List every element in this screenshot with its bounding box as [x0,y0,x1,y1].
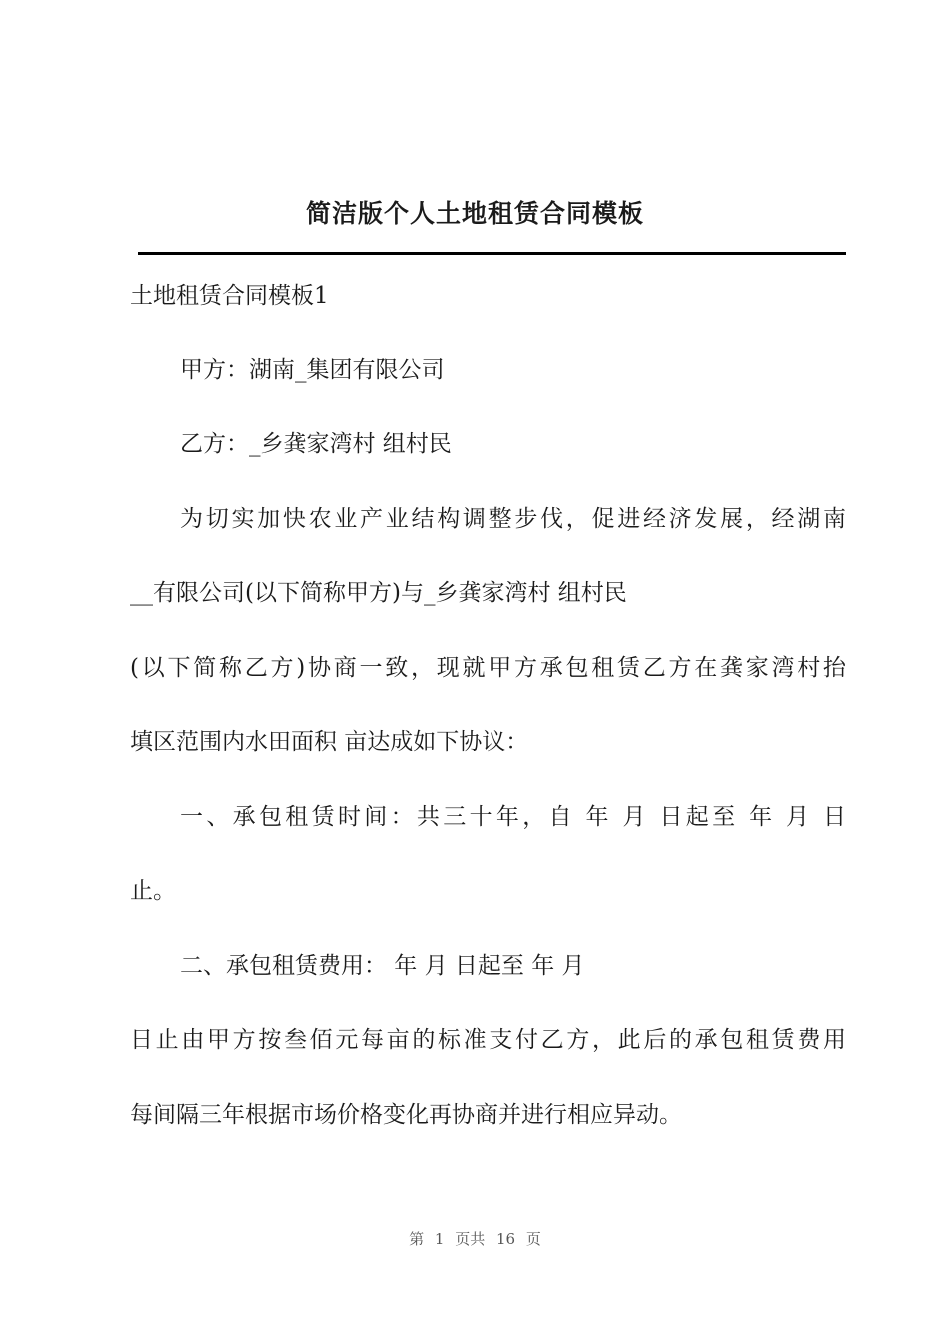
title-divider [138,252,846,255]
party-a-line: 甲方：湖南_集团有限公司 [180,357,445,383]
paragraph-line: __有限公司(以下简称甲方)与_乡龚家湾村 组村民 [130,580,627,606]
clause-line: 止。 [130,878,176,904]
paragraph-line: 填区范围内水田面积 亩达成如下协议： [130,729,529,755]
paragraph-line: 为切实加快农业产业结构调整步伐，促进经济发展，经湖南 [180,506,846,532]
section-heading: 土地租赁合同模板1 [130,283,329,309]
paragraph-line: (以下简称乙方)协商一致，现就甲方承包租赁乙方在龚家湾村抬 [130,655,846,681]
clause-line: 一、承包租赁时间：共三十年，自 年 月 日起至 年 月 日 [180,804,846,830]
document-title: 简洁版个人土地租赁合同模板 [305,199,644,228]
clause-line: 日止由甲方按叁佰元每亩的标准支付乙方，此后的承包租赁费用 [130,1027,846,1053]
clause-line: 二、承包租赁费用： 年 月 日起至 年 月 [180,953,585,979]
clause-line: 每间隔三年根据市场价格变化再协商并进行相应异动。 [130,1102,682,1128]
page-number-footer: 第 1 页共 16 页 [409,1230,541,1248]
party-b-line: 乙方：_乡龚家湾村 组村民 [180,431,452,457]
